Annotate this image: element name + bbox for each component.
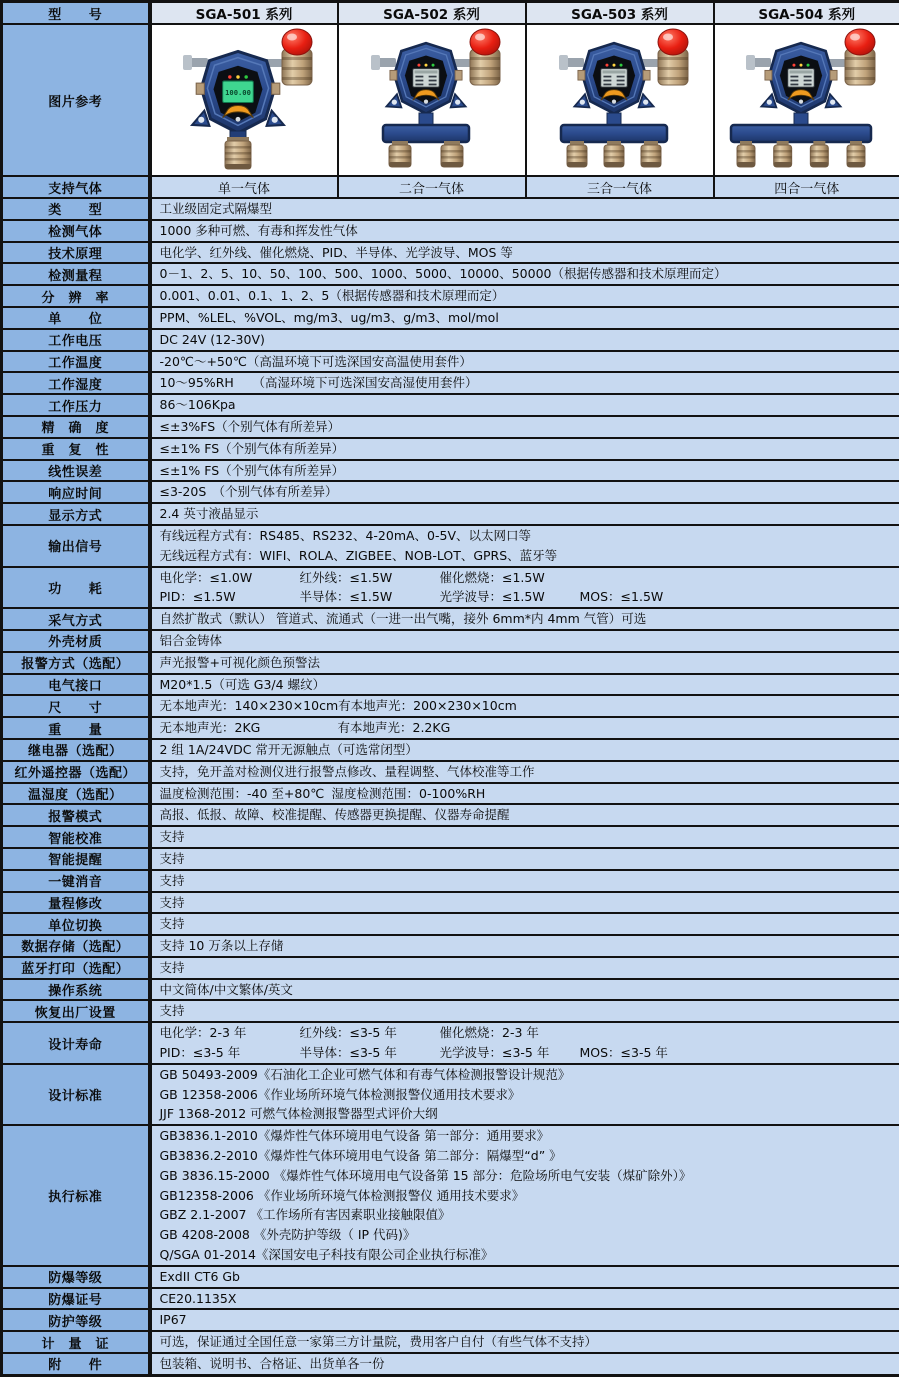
spec-text: 86～106Kpa: [160, 395, 236, 415]
row-label: 尺 寸: [2, 695, 150, 717]
spec-row: [2, 503, 899, 525]
status-led: [228, 75, 231, 78]
manifold: [731, 125, 871, 142]
spec-row: [2, 460, 899, 482]
row-value: [150, 242, 899, 264]
device-illustration-2: [340, 25, 524, 171]
row-value: [150, 717, 899, 739]
row-value: [150, 695, 899, 717]
spec-text: GB12358-2006 《作业场所环境气体检测报警仪 通用技术要求》: [160, 1186, 525, 1206]
row-label: 类 型: [2, 198, 150, 220]
row-label: 操作系统: [2, 979, 150, 1001]
row-label: 重 复 性: [2, 438, 150, 460]
left-fitting: [190, 58, 208, 67]
spec-row: [2, 438, 899, 460]
device-illustration-3: [528, 25, 712, 171]
spec-text: 支持: [160, 827, 185, 847]
row-value: [150, 826, 899, 848]
spec-row: [2, 761, 899, 783]
row-value: [150, 979, 899, 1001]
status-led: [799, 64, 802, 67]
spec-row: [2, 1331, 899, 1353]
row-label: 工作压力: [2, 394, 150, 416]
row-label: 计 量 证: [2, 1331, 150, 1353]
spec-row: [2, 979, 899, 1001]
row-label: 线性误差: [2, 460, 150, 482]
spec-text: 无本地声光：2KG: [160, 718, 338, 738]
spec-row: [2, 329, 899, 351]
spec-text: GBZ 2.1-2007 《工作场所有害因素职业接触限值》: [160, 1205, 451, 1225]
model-header-sga502: SGA-502 系列: [338, 2, 526, 25]
sensor-cylinder: [389, 145, 411, 167]
row-label: 防护等级: [2, 1309, 150, 1331]
spec-text: 2.4 英寸液晶显示: [160, 504, 259, 524]
product-image-cell: [150, 24, 338, 176]
row-label: 温湿度（选配）: [2, 783, 150, 805]
sensor-cylinder: [737, 145, 755, 167]
spec-text: JJF 1368-2012 可燃气体检测报警器型式评价大纲: [160, 1104, 438, 1124]
sensor-cylinder: [773, 145, 791, 167]
spec-row: [2, 1125, 899, 1266]
spec-row: [2, 307, 899, 329]
image-row: [2, 24, 899, 176]
row-value: [150, 935, 899, 957]
spec-text: 自然扩散式（默认） 管道式、流通式（一进一出气嘴，接外 6mm*内 4mm 气管）可选: [160, 609, 647, 629]
row-value: [150, 503, 899, 525]
header-row: [2, 2, 899, 25]
spec-text: 高报、低报、故障、校准提醒、传感器更换提醒、仪器寿命提醒: [160, 805, 510, 825]
gas-row-label: 支持气体: [2, 176, 150, 198]
row-label: 分 辨 率: [2, 285, 150, 307]
spec-text: 支持，免开盖对检测仪进行报警点修改、量程调整、气体校准等工作: [160, 762, 535, 782]
beacon-dome: [845, 29, 875, 55]
device-body: [761, 43, 840, 113]
spec-text: 2 组 1A/24VDC 常开无源触点（可选常闭型）: [160, 740, 418, 760]
spec-row: [2, 957, 899, 979]
row-value: [150, 1353, 899, 1375]
spec-row: [2, 1288, 899, 1310]
row-label: 输出信号: [2, 525, 150, 567]
row-value: [150, 1022, 899, 1064]
spec-row: [2, 416, 899, 438]
spec-text: 电化学：2-3 年: [160, 1023, 300, 1043]
row-value: [150, 783, 899, 805]
spec-text: ≤3-20S （个别气体有所差异）: [160, 482, 338, 502]
spec-text: 催化燃烧：2-3 年: [440, 1023, 539, 1043]
image-row-label: 图片参考: [2, 24, 150, 176]
status-led: [244, 75, 247, 78]
row-label: 显示方式: [2, 503, 150, 525]
alarm-beacon: [845, 29, 875, 85]
model-header-sga504: SGA-504 系列: [714, 2, 899, 25]
manifold: [561, 125, 667, 142]
row-label: 响应时间: [2, 481, 150, 503]
spec-text: ≤±3%FS（个别气体有所差异）: [160, 417, 341, 437]
spec-text: 支持 10 万条以上存储: [160, 936, 284, 956]
spec-row: [2, 739, 899, 761]
gas-type: 单一气体: [150, 176, 338, 198]
row-label: 电气接口: [2, 674, 150, 696]
spec-text: MOS：≤1.5W: [580, 587, 664, 607]
spec-text: GB3836.1-2010《爆炸性气体环境用电气设备 第一部分：通用要求》: [160, 1126, 550, 1146]
spec-text: GB 3836.15-2000 《爆炸性气体环境用电气设备第 15 部分：危险场所电气安装（煤矿除外）》: [160, 1166, 692, 1186]
left-fitting: [753, 58, 771, 67]
row-value: [150, 761, 899, 783]
sensor-cylinder: [847, 145, 865, 167]
spec-row: [2, 1064, 899, 1125]
spec-text: 0.001、0.01、0.1、1、2、5（根据传感器和技术原理而定）: [160, 286, 505, 306]
spec-text: 中文简体/中文繁体/英文: [160, 980, 293, 1000]
beacon-dome: [470, 29, 500, 55]
spec-text: ExdII CT6 Gb: [160, 1267, 241, 1287]
row-label: 采气方式: [2, 608, 150, 630]
row-value: [150, 1331, 899, 1353]
sensor-cylinder: [641, 145, 661, 167]
spec-text: 催化燃烧：≤1.5W: [440, 568, 545, 588]
row-label: 蓝牙打印（选配）: [2, 957, 150, 979]
gas-row: [2, 176, 899, 198]
row-value: [150, 957, 899, 979]
spec-text: 无本地声光：140×230×10cm: [160, 696, 339, 716]
row-value: [150, 438, 899, 460]
row-value: [150, 198, 899, 220]
device-illustration-4: [715, 25, 899, 171]
row-value: [150, 285, 899, 307]
gas-type: 二合一气体: [338, 176, 526, 198]
spec-text: DC 24V (12-30V): [160, 330, 265, 350]
row-value: [150, 892, 899, 914]
row-label: 单位切换: [2, 913, 150, 935]
beacon-dome: [658, 29, 688, 55]
status-led: [431, 64, 434, 67]
row-value: [150, 220, 899, 242]
spec-row: [2, 652, 899, 674]
row-value: [150, 394, 899, 416]
alarm-beacon: [658, 29, 688, 85]
spec-row: [2, 285, 899, 307]
spec-text: 有线远程方式有：RS485、RS232、4-20mA、0-5V、以太网口等: [160, 526, 532, 546]
spec-text: MOS：≤3-5 年: [580, 1043, 668, 1063]
status-led: [612, 64, 615, 67]
manifold: [383, 125, 469, 142]
spec-row: [2, 198, 899, 220]
spec-row: [2, 351, 899, 373]
spec-text: 支持: [160, 871, 185, 891]
spec-text: 半导体：≤1.5W: [300, 587, 440, 607]
row-label: 数据存储（选配）: [2, 935, 150, 957]
spec-text: 10～95%RH （高湿环境下可选深国安高湿使用套件）: [160, 373, 478, 393]
spec-text: 电化学：≤1.0W: [160, 568, 300, 588]
spec-row: [2, 630, 899, 652]
row-value: [150, 870, 899, 892]
row-label: 智能校准: [2, 826, 150, 848]
row-label: 检测量程: [2, 263, 150, 285]
row-label: 设计寿命: [2, 1022, 150, 1064]
row-label: 报警模式: [2, 804, 150, 826]
spec-row: [2, 394, 899, 416]
spec-text: 可选，保证通过全国任意一家第三方计量院，费用客户自付（有些气体不支持）: [160, 1332, 598, 1352]
row-value: [150, 608, 899, 630]
row-value: [150, 525, 899, 567]
spec-row: [2, 263, 899, 285]
row-label: 工作温度: [2, 351, 150, 373]
spec-row: [2, 695, 899, 717]
row-value: [150, 630, 899, 652]
row-value: [150, 416, 899, 438]
row-value: [150, 674, 899, 696]
spec-row: [2, 220, 899, 242]
left-fitting: [378, 58, 396, 67]
spec-text: 支持: [160, 893, 185, 913]
row-value: [150, 1064, 899, 1125]
alarm-beacon: [470, 29, 500, 85]
status-led: [417, 64, 420, 67]
model-header-sga501: SGA-501 系列: [150, 2, 338, 25]
sensor-cylinder: [225, 141, 251, 169]
product-image-cell: [526, 24, 714, 176]
spec-row: [2, 870, 899, 892]
row-value: [150, 567, 899, 609]
spec-row: [2, 804, 899, 826]
row-value: [150, 1309, 899, 1331]
row-label: 量程修改: [2, 892, 150, 914]
status-led: [424, 64, 427, 67]
row-label: 防爆等级: [2, 1266, 150, 1288]
spec-row: [2, 1000, 899, 1022]
beacon-dome: [282, 29, 312, 55]
spec-row: [2, 717, 899, 739]
spec-text: Q/SGA 01-2014《深国安电子科技有限公司企业执行标准》: [160, 1245, 494, 1265]
spec-row: [2, 913, 899, 935]
spec-row: [2, 1309, 899, 1331]
row-value: [150, 1266, 899, 1288]
spec-row: [2, 372, 899, 394]
row-value: [150, 1288, 899, 1310]
device-illustration-1: [152, 25, 336, 171]
row-value: [150, 739, 899, 761]
status-led: [792, 64, 795, 67]
device-body: [574, 43, 653, 113]
spec-text: 1000 多种可燃、有毒和挥发性气体: [160, 221, 358, 241]
spec-text: GB3836.2-2010《爆炸性气体环境用电气设备 第二部分：隔爆型“d” 》: [160, 1146, 562, 1166]
header-label: 型 号: [2, 2, 150, 25]
spec-text: 有本地声光：2.2KG: [338, 718, 451, 738]
row-label: 重 量: [2, 717, 150, 739]
row-value: [150, 329, 899, 351]
row-label: 附 件: [2, 1353, 150, 1375]
row-label: 继电器（选配）: [2, 739, 150, 761]
row-label: 工作湿度: [2, 372, 150, 394]
row-label: 外壳材质: [2, 630, 150, 652]
sensor-cylinder: [441, 145, 463, 167]
spec-text: 红外线：≤3-5 年: [300, 1023, 440, 1043]
spec-row: [2, 783, 899, 805]
row-label: 执行标准: [2, 1125, 150, 1266]
spec-row: [2, 1266, 899, 1288]
spec-text: 工业级固定式隔爆型: [160, 199, 273, 219]
row-value: [150, 913, 899, 935]
row-label: 功 耗: [2, 567, 150, 609]
row-value: [150, 351, 899, 373]
spec-text: 0－1、2、5、10、50、100、500、1000、5000、10000、50000（根据传感器和技术原理而定）: [160, 264, 727, 284]
row-label: 工作电压: [2, 329, 150, 351]
spec-row: [2, 674, 899, 696]
spec-text: 有本地声光：200×230×10cm: [338, 696, 517, 716]
row-label: 防爆证号: [2, 1288, 150, 1310]
row-label: 检测气体: [2, 220, 150, 242]
row-value: [150, 460, 899, 482]
row-value: [150, 372, 899, 394]
row-value: [150, 848, 899, 870]
row-label: 精 确 度: [2, 416, 150, 438]
row-value: [150, 263, 899, 285]
spec-text: 支持: [160, 849, 185, 869]
row-value: [150, 652, 899, 674]
spec-text: 光学波导：≤3-5 年: [440, 1043, 580, 1063]
device-body: [386, 43, 465, 113]
spec-row: [2, 826, 899, 848]
gas-type: 四合一气体: [714, 176, 899, 198]
row-label: 报警方式（选配）: [2, 652, 150, 674]
row-label: 红外遥控器（选配）: [2, 761, 150, 783]
spec-text: CE20.1135X: [160, 1289, 237, 1309]
spec-row: [2, 1353, 899, 1375]
spec-text: PID：≤3-5 年: [160, 1043, 300, 1063]
row-value: [150, 804, 899, 826]
row-value: [150, 481, 899, 503]
spec-text: -20℃～+50℃（高温环境下可选深国安高温使用套件）: [160, 352, 472, 372]
status-led: [236, 75, 239, 78]
status-led: [619, 64, 622, 67]
spec-text: 温度检测范围：-40 至+80℃: [160, 784, 332, 804]
sensor-cylinder: [567, 145, 587, 167]
spec-row: [2, 1022, 899, 1064]
product-image-cell: [338, 24, 526, 176]
spec-text: GB 12358-2006《作业场所环境气体检测报警仪通用技术要求》: [160, 1085, 521, 1105]
spec-row: [2, 567, 899, 609]
gas-type: 三合一气体: [526, 176, 714, 198]
spec-row: [2, 848, 899, 870]
spec-text: 光学波导：≤1.5W: [440, 587, 580, 607]
spec-text: 铝合金铸体: [160, 631, 223, 651]
spec-text: IP67: [160, 1310, 187, 1330]
spec-text: GB 4208-2008 《外壳防护等级（ IP 代码)》: [160, 1225, 416, 1245]
spec-text: 红外线：≤1.5W: [300, 568, 440, 588]
model-header-sga503: SGA-503 系列: [526, 2, 714, 25]
product-image-cell: [714, 24, 899, 176]
spec-text: 半导体：≤3-5 年: [300, 1043, 440, 1063]
row-label: 一键消音: [2, 870, 150, 892]
spec-text: 声光报警+可视化颜色预警法: [160, 653, 320, 673]
spec-text: 支持: [160, 958, 185, 978]
spec-row: [2, 892, 899, 914]
row-value: [150, 1000, 899, 1022]
spec-text: PPM、%LEL、%VOL、mg/m3、ug/m3、g/m3、mol/mol: [160, 308, 499, 328]
row-value: [150, 1125, 899, 1266]
spec-row: [2, 525, 899, 567]
spec-text: M20*1.5（可选 G3/4 螺纹）: [160, 675, 326, 695]
spec-row: [2, 935, 899, 957]
row-value: [150, 307, 899, 329]
spec-text: 湿度检测范围：0-100%RH: [332, 784, 486, 804]
sensor-cylinder: [810, 145, 828, 167]
alarm-beacon: [282, 29, 312, 85]
spec-text: 支持: [160, 1001, 185, 1021]
row-label: 智能提醒: [2, 848, 150, 870]
row-label: 恢复出厂设置: [2, 1000, 150, 1022]
status-led: [605, 64, 608, 67]
spec-row: [2, 242, 899, 264]
row-label: 设计标准: [2, 1064, 150, 1125]
spec-text: ≤±1% FS（个别气体有所差异）: [160, 439, 345, 459]
spec-row: [2, 608, 899, 630]
sensor-cylinder: [604, 145, 624, 167]
spec-text: 包装箱、说明书、合格证、出货单各一份: [160, 1354, 385, 1374]
spec-text: 无线远程方式有：WIFI、ROLA、ZIGBEE、NOB-LOT、GPRS、蓝牙等: [160, 546, 558, 566]
row-label: 单 位: [2, 307, 150, 329]
row-label: 技术原理: [2, 242, 150, 264]
spec-text: GB 50493-2009《石油化工企业可燃气体和有毒气体检测报警设计规范》: [160, 1065, 571, 1085]
spec-text: PID：≤1.5W: [160, 587, 300, 607]
status-led: [806, 64, 809, 67]
spec-text: 电化学、红外线、催化燃烧、PID、半导体、光学波导、MOS 等: [160, 243, 513, 263]
spec-text: ≤±1% FS（个别气体有所差异）: [160, 461, 345, 481]
left-fitting: [566, 58, 584, 67]
svg-text:100.00: 100.00: [225, 88, 251, 97]
spec-row: [2, 481, 899, 503]
spec-text: 支持: [160, 914, 185, 934]
